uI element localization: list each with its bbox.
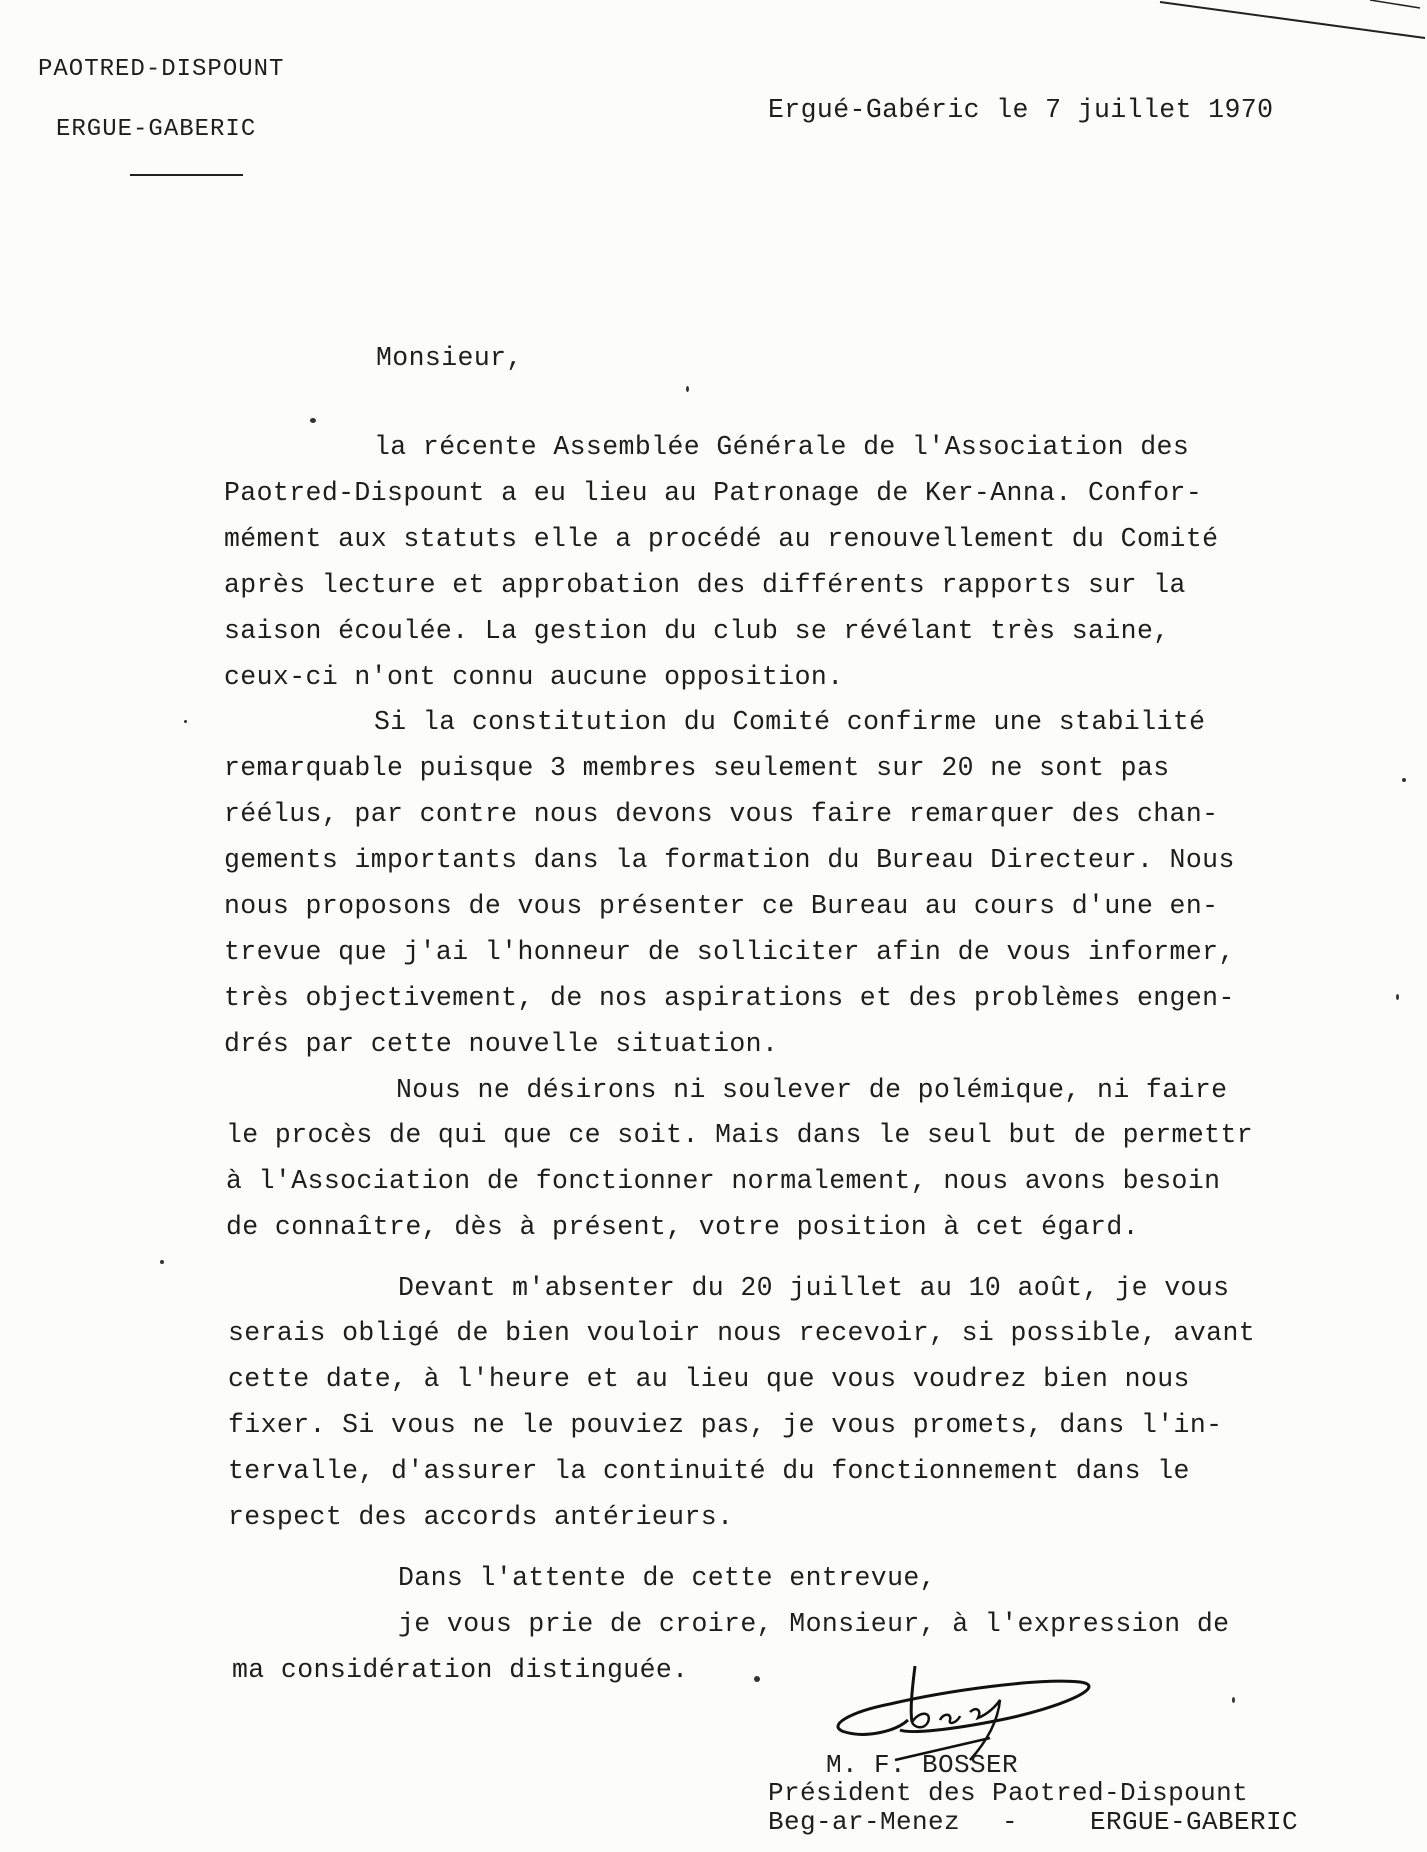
ink-speck xyxy=(310,418,316,423)
signatory-address-left: Beg-ar-Menez xyxy=(768,1807,961,1837)
body-line: drés par cette nouvelle situation. xyxy=(224,1029,779,1059)
body-line: Paotred-Dispount a eu lieu au Patronage de Ker-Anna. Confor- xyxy=(224,478,1203,508)
signatory-address-separator: - xyxy=(1002,1807,1019,1837)
ink-speck xyxy=(184,720,187,723)
body-line: nous proposons de vous présenter ce Bureau au cours d'une en- xyxy=(224,891,1219,921)
body-line: trevue que j'ai l'honneur de solliciter afin de vous informer, xyxy=(224,937,1235,967)
body-line: Nous ne désirons ni soulever de polémique, ni faire xyxy=(396,1075,1228,1105)
ink-speck xyxy=(1232,1697,1235,1703)
ink-speck xyxy=(1402,778,1406,782)
stray-pen-stroke xyxy=(1140,0,1427,45)
ink-speck xyxy=(754,1676,760,1682)
signatory-title: Président des Paotred-Dispount xyxy=(768,1778,1249,1808)
body-line: très objectivement, de nos aspirations et des problèmes engen- xyxy=(224,983,1235,1013)
signatory-address-right: ERGUE-GABERIC xyxy=(1090,1807,1299,1837)
letterhead-underline xyxy=(130,174,243,176)
body-line: Devant m'absenter du 20 juillet au 10 août, je vous xyxy=(398,1273,1230,1303)
body-line: à l'Association de fonctionner normalement, nous avons besoin xyxy=(226,1166,1221,1196)
body-line: réélus, par contre nous devons vous faire remarquer des chan- xyxy=(224,799,1219,829)
closing-line: ma considération distinguée. xyxy=(232,1655,689,1685)
body-line: le procès de qui que ce soit. Mais dans le seul but de permettr xyxy=(226,1120,1254,1150)
body-line: remarquable puisque 3 membres seulement sur 20 ne sont pas xyxy=(224,753,1170,783)
body-line: serais obligé de bien vouloir nous recevoir, si possible, avant xyxy=(228,1318,1256,1348)
body-line: gements importants dans la formation du Bureau Directeur. Nous xyxy=(224,845,1235,875)
salutation: Monsieur, xyxy=(376,343,523,373)
closing-line: je vous prie de croire, Monsieur, à l'expression de xyxy=(398,1609,1230,1639)
date-line: Ergué-Gabéric le 7 juillet 1970 xyxy=(768,95,1274,125)
body-line: la récente Assemblée Générale de l'Association des xyxy=(374,432,1190,462)
letterhead-org-name: PAOTRED-DISPOUNT xyxy=(38,56,285,83)
ink-speck xyxy=(686,386,689,392)
body-line: saison écoulée. La gestion du club se révélant très saine, xyxy=(224,616,1170,646)
body-line: ceux-ci n'ont connu aucune opposition. xyxy=(224,662,844,692)
body-line: après lecture et approbation des différents rapports sur la xyxy=(224,570,1186,600)
body-line: tervalle, d'assurer la continuité du fonctionnement dans le xyxy=(228,1456,1190,1486)
ink-speck xyxy=(160,1260,164,1264)
body-line: mément aux statuts elle a procédé au renouvellement du Comité xyxy=(224,524,1219,554)
ink-speck xyxy=(1396,994,1399,1000)
body-line: Si la constitution du Comité confirme une stabilité xyxy=(374,707,1206,737)
letterhead-town: ERGUE-GABERIC xyxy=(56,116,257,143)
signatory-name: M. F. BOSSER xyxy=(826,1750,1019,1780)
body-line: cette date, à l'heure et au lieu que vous voudrez bien nous xyxy=(228,1364,1190,1394)
body-line: respect des accords antérieurs. xyxy=(228,1502,734,1532)
body-line: fixer. Si vous ne le pouviez pas, je vous promets, dans l'in- xyxy=(228,1410,1223,1440)
closing-line: Dans l'attente de cette entrevue, xyxy=(398,1563,936,1593)
body-line: de connaître, dès à présent, votre position à cet égard. xyxy=(226,1212,1139,1242)
